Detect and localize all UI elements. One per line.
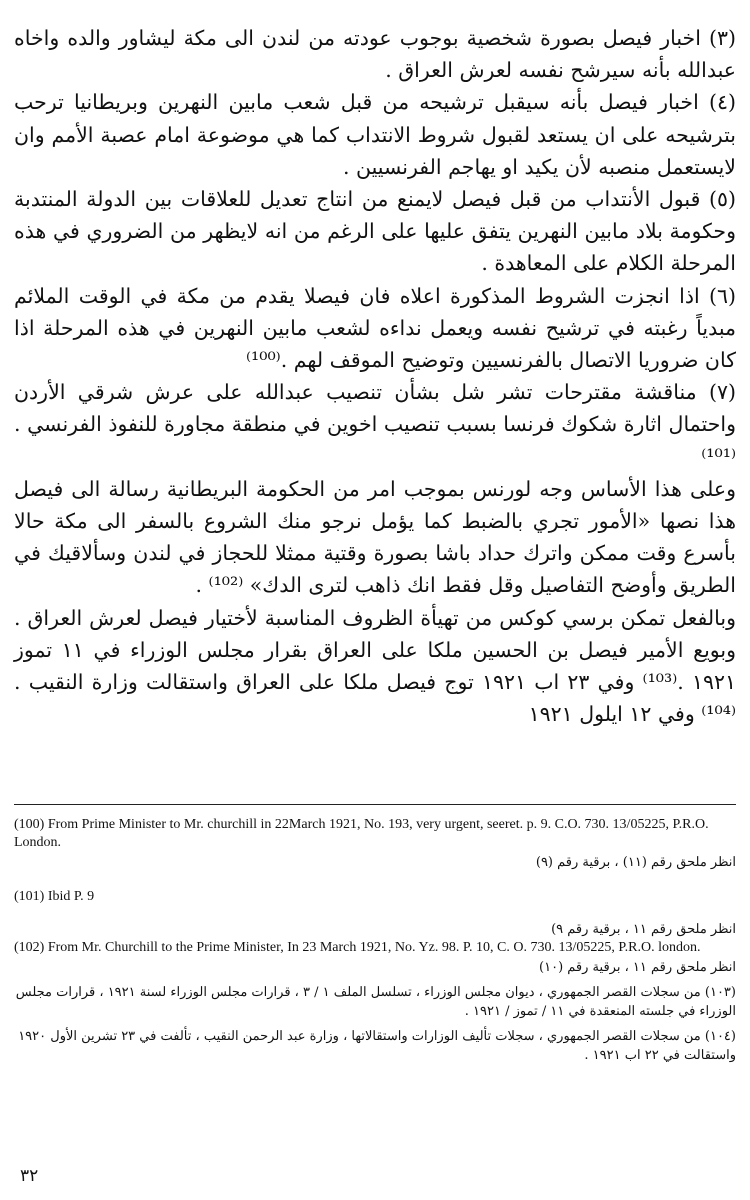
footnote-102-appendix-ref: انظر ملحق رقم ١١ ، برقية رقم (١٠) (539, 960, 736, 975)
main-text (14, 22, 736, 730)
paragraph-faisal-crowned: وبالفعل تمكن برسي كوكس من تهيأة الظروف المناسبة لأختيار فيصل لعرش العراق . وبويع الأمير فيصل بن الحسين ملكا على العراق بقرار مجلس الوزراء في ١١ تموز ١٩٢١ .⁽¹⁰³⁾ وفي ٢٣ اب ١٩٢١ توج فيصل ملكا على العراق واستقالت وزارة النقيب .⁽¹⁰⁴⁾ وفي ١٢ ايلول ١٩٢١ (14, 605, 736, 727)
paragraph-condition-7: (٧) مناقشة مقترحات تشر شل بشأن تنصيب عبدالله على عرش شرقي الأردن واحتمال اثارة شكوك فرنسا بسبب تنصيب اخوين في منطقة مجاورة للنفوذ الفرنسي .⁽¹⁰¹⁾ (14, 380, 736, 469)
page-number: ٣٢ (20, 1166, 39, 1186)
paragraph-condition-5: (٥) قبول الأنتداب من قبل فيصل لايمنع من انتاج تعديل للعلاقات بين الدولة المنتدبة وحكومة بلاد مابين النهرين يتفق عليها على الرغم من انه لايظهر من الضروري في هذه المرحلة الكلام على المعاهدة . (14, 187, 736, 276)
paragraph-condition-6: (٦) اذا انجزت الشروط المذكورة اعلاه فان فيصلا يقدم من مكة في الوقت الملائم مبدياً رغبته في ترشيح نفسه ويعمل نداءه لشعب مابين النهرين في هذه المرحلة اذا كان ضروريا الاتصال بالفرنسيين وتوضيح الموقف لهم .⁽¹⁰⁰⁾ (14, 283, 736, 373)
paragraph-lawrence-message: وعلى هذا الأساس وجه لورنس بموجب امر من الحكومة البريطانية رسالة الى فيصل هذا نصها «الأمور تجري بالضبط كما يؤمل نرجو منك الشروع بالسفر الى مكة حالا بأسرع وقت ممكن واترك حداد باشا بصورة وقتية ممثلا للحجاز في لندن وسألاقيك في الطريق وأوضح التفاصيل وقل فقط انك ذاهب لترى الدك» ⁽¹⁰²⁾ . (14, 476, 736, 598)
footnote-101-appendix-ref: انظر ملحق رقم ١١ ، برقية رقم ٩) (551, 921, 736, 937)
paragraph-condition-3: (٣) اخبار فيصل بصورة شخصية بوجوب عودته من لندن الى مكة ليشاور والده واخاه عبدالله بأنه سيرشح نفسه لعرش العراق . (14, 26, 736, 83)
footnote-100: (100) From Prime Minister to Mr. churchill in 22March 1921, No. 193, very urgent, seeret. p. 9. C.O. 730. 13/05225, P.R.O. London. (14, 817, 709, 850)
footnote-101: (101) Ibid P. 9 (14, 889, 95, 904)
footnote-divider (14, 804, 736, 805)
footnote-102: (102) From Mr. Churchill to the Prime Minister, In 23 March 1921, No. Yz. 98. P. 10, C. O. 730. 13/05225, P.R.O. london. (14, 939, 701, 955)
paragraph-condition-4: (٤) اخبار فيصل بأنه سيقبل ترشيحه من قبل شعب مابين النهرين وبريطانيا ترحب بترشيحه على ان يستعد لقبول شروط الانتداب كما هي موضوعة امام عصبة الأمم وان لايستعمل منصبه لأن يكيد او يهاجم الفرنسيين . (14, 90, 736, 179)
footnotes (14, 816, 736, 1065)
footnote-100-appendix-ref: انظر ملحق رقم (١١) ، برقية رقم (٩) (535, 855, 736, 870)
footnote-104: (١٠٤) من سجلات القصر الجمهوري ، سجلات تأليف الوزارات واستقالاتها ، وزارة عبد الرحمن النقيب ، تألفت في ٢٣ تشرين الأول ١٩٢٠ واستقالت في ٢٢ اب ١٩٢١ . (18, 1029, 736, 1063)
footnote-103: (١٠٣) من سجلات القصر الجمهوري ، ديوان مجلس الوزراء ، تسلسل الملف ١ / ٣ ، قرارات مجلس الوزراء لسنة ١٩٢١ ، قرارات مجلس الوزراء في جلسته المنعقدة في ١١ / تموز / ١٩٢١ . (15, 985, 736, 1019)
